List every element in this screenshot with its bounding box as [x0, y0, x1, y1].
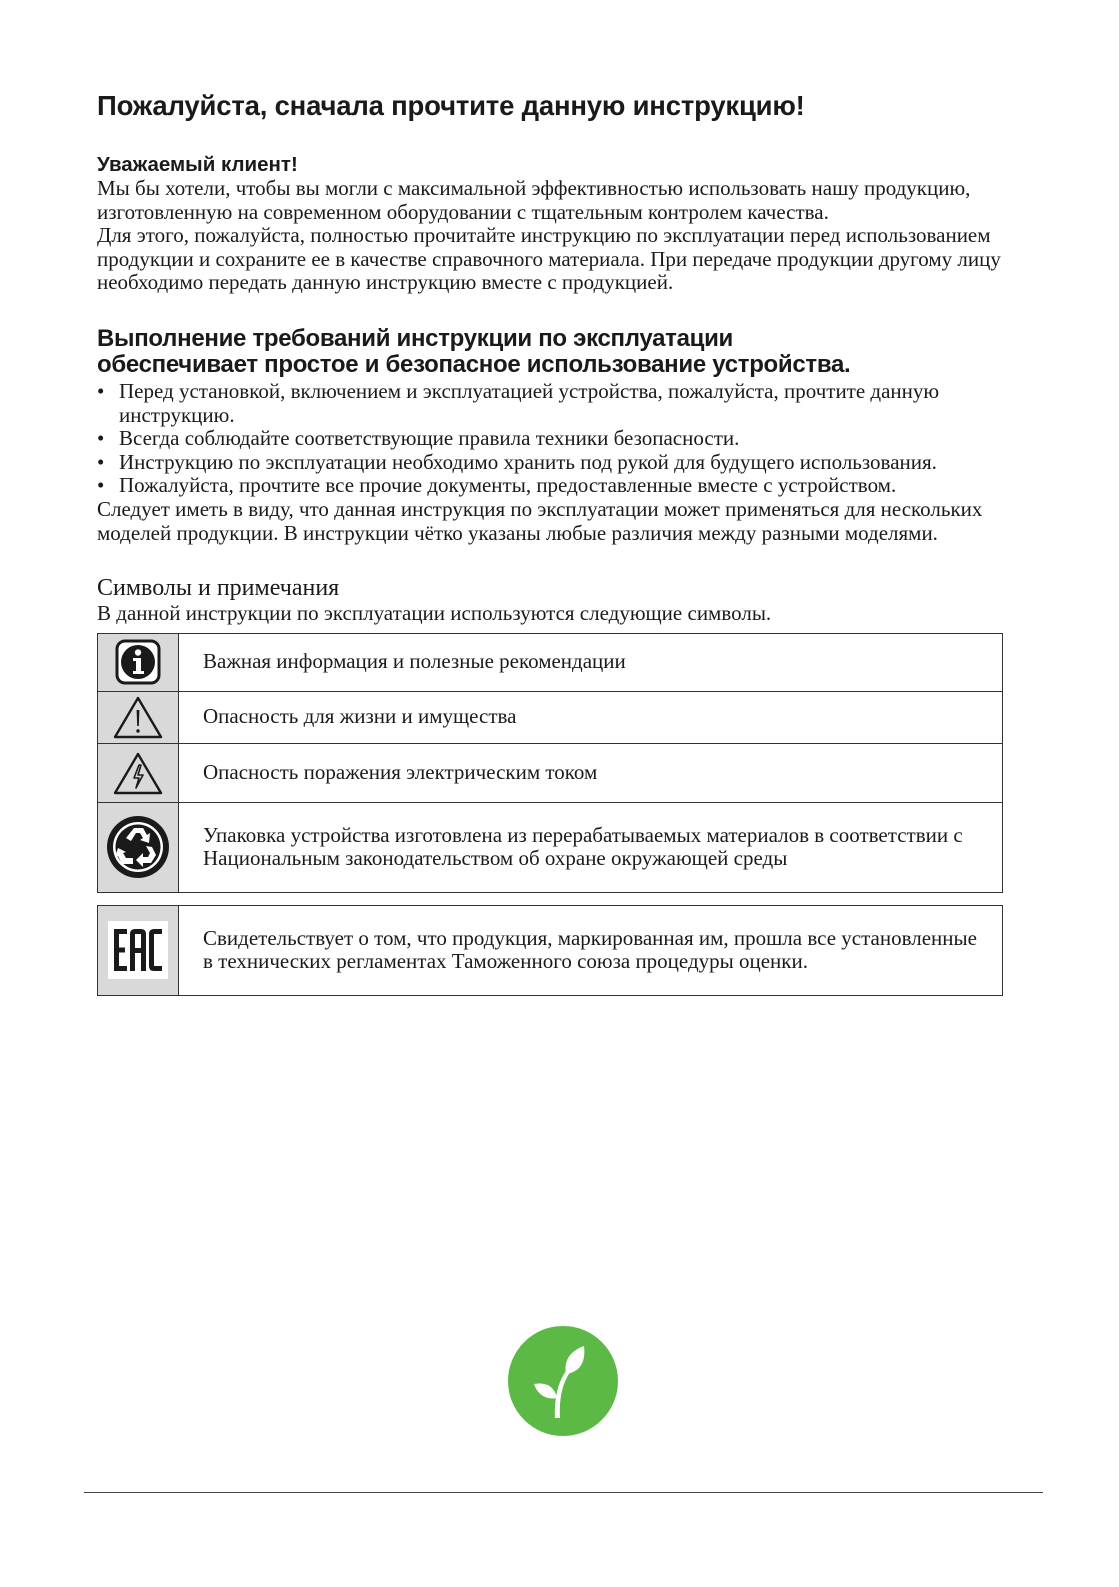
table-row [98, 743, 1003, 802]
symbol-cell [98, 743, 179, 802]
list-item: • Инструкцию по эксплуатации необходимо хранить под рукой для будущего использования. [97, 451, 1007, 475]
requirements-heading-line-2: обеспечивает простое и безопасное использование устройства. [97, 350, 851, 378]
info-icon [115, 639, 161, 685]
greeting-paragraph-1: Мы бы хотели, чтобы вы могли с максимальной эффективностью использовать нашу продукцию, изготовленную на современном оборудовании с тщательным контролем качества. [97, 176, 971, 224]
table-row [98, 802, 1003, 892]
green-leaf-logo-icon [508, 1326, 618, 1436]
symbols-heading: Символы и примечания [97, 575, 340, 602]
list-item: • Пожалуйста, прочтите все прочие документы, предоставленные вместе с устройством. [97, 474, 1007, 498]
eac-description: Свидетельствует о том, что продукция, маркированная им, прошла все установленные в технических регламентах Таможенного союза процедуры оценки. [179, 905, 1003, 995]
greeting-paragraph-2: Для этого, пожалуйста, полностью прочитайте инструкцию по эксплуатации перед использованием продукции и сохраните ее в качестве справочного материала. При передаче продукции другому лицу необходимо передать данную инструкцию вместе с продукцией. [97, 223, 1001, 295]
symbol-cell [98, 905, 179, 995]
list-item: • Перед установкой, включением и эксплуатацией устройства, пожалуйста, прочтите данную инструкцию. [97, 380, 1007, 427]
symbol-description: Опасность поражения электрическим током [179, 743, 1003, 802]
table-row [98, 633, 1003, 691]
warning-triangle-icon [112, 694, 164, 740]
symbol-description: Упаковка устройства изготовлена из перерабатываемых материалов в соответствии с Национальным законодательством об охране окружающей среды [179, 802, 1003, 892]
greeting-section [97, 153, 1007, 295]
eac-mark-icon [108, 921, 168, 979]
greeting-heading: Уважаемый клиент! [97, 153, 298, 176]
models-note: Следует иметь в виду, что данная инструкция по эксплуатации может применяться для нескольких моделей продукции. В инструкции чётко указаны любые различия между разными моделями. [97, 496, 983, 545]
requirements-heading-line-1: Выполнение требований инструкции по эксплуатации [97, 324, 734, 352]
eac-table [97, 905, 1003, 996]
recycle-icon [105, 814, 171, 880]
requirements-section [97, 326, 1007, 545]
symbol-cell [98, 691, 179, 743]
list-item: • Всегда соблюдайте соответствующие правила техники безопасности. [97, 427, 1007, 451]
symbol-description: Опасность для жизни и имущества [179, 691, 1003, 743]
symbols-intro: В данной инструкции по эксплуатации используются следующие символы. [97, 601, 772, 626]
document-page [97, 86, 1007, 996]
symbols-section [97, 574, 1007, 996]
symbol-cell [98, 802, 179, 892]
electric-shock-icon [112, 750, 164, 796]
requirements-list [97, 380, 1007, 498]
page-title: Пожалуйста, сначала прочтите данную инструкцию! [97, 90, 805, 121]
footer-divider [84, 1492, 1043, 1493]
table-row [98, 905, 1003, 995]
symbols-table [97, 633, 1003, 893]
symbol-description: Важная информация и полезные рекомендации [179, 633, 1003, 691]
table-row [98, 691, 1003, 743]
symbol-cell [98, 633, 179, 691]
